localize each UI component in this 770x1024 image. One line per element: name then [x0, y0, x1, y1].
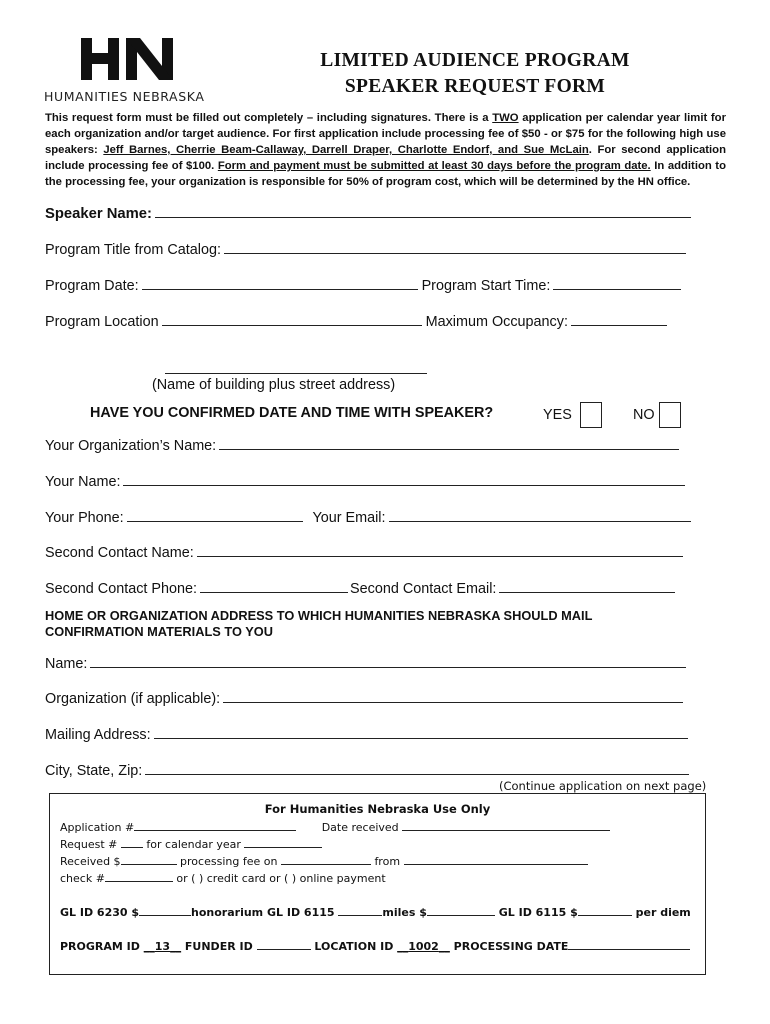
mail-name-row	[45, 653, 686, 672]
org-name-row	[45, 435, 679, 454]
second-contact-name-row	[45, 542, 683, 561]
date-received-label: Date received	[321, 821, 399, 834]
form-title-line1: LIMITED AUDIENCE PROGRAM	[320, 50, 630, 71]
second-contact-email-field[interactable]	[499, 578, 675, 593]
mailing-address-row	[45, 724, 688, 743]
honorarium-label: honorarium	[191, 906, 264, 919]
ids-row	[60, 939, 690, 953]
mail-organization-field[interactable]	[223, 688, 683, 703]
received-amount-field[interactable]	[121, 854, 177, 865]
second-contact-email-label: Second Contact Email:	[350, 581, 497, 597]
address-heading-line1: HOME OR ORGANIZATION ADDRESS TO WHICH HUMANITIES NEBRASKA SHOULD MAIL	[45, 608, 593, 623]
city-state-zip-label: City, State, Zip:	[45, 763, 143, 779]
program-start-time-field[interactable]	[553, 275, 681, 290]
request-no-label: Request #	[60, 838, 118, 851]
gl-honorarium-label: GL ID 6230 $	[60, 906, 140, 919]
calendar-year-label: for calendar year	[146, 838, 241, 851]
address-heading-line2: CONFIRMATION MATERIALS TO YOU	[45, 624, 273, 639]
speaker-name-row	[45, 203, 691, 222]
no-option	[633, 402, 681, 428]
check-no-label: check #	[60, 872, 105, 885]
miles-amount-field[interactable]	[427, 905, 495, 916]
program-start-time-label: Program Start Time:	[421, 278, 551, 294]
program-id-value[interactable]: __13__	[143, 940, 182, 953]
form-title-line2: SPEAKER REQUEST FORM	[344, 76, 606, 97]
intro-paragraph: This request form must be filled out completely – including signatures. There is a TWO application per calendar year limit for each organization and/or target audience. For first application include processing fee of $50 - or $75 for the following high use speakers: Jeff Barnes, Cherrie Beam-Callaway, Darrell Draper, Charlotte Endorf, and Sue McLain. For second application include processing fee of $100. Form and payment must be submitted at least 30 days before the program date. In addition to the processing fee, your organization is responsible for 50% of program cost, which will be determined by the HN office.	[45, 112, 726, 188]
second-contact-phone-email-row	[45, 578, 675, 597]
your-email-field[interactable]	[389, 507, 691, 522]
your-name-field[interactable]	[123, 471, 685, 486]
confirm-question: HAVE YOU CONFIRMED DATE AND TIME WITH SPEAKER?	[90, 405, 494, 421]
mailing-address-field[interactable]	[154, 724, 688, 739]
funder-id-label: FUNDER ID	[184, 940, 253, 953]
funder-id-field[interactable]	[257, 939, 311, 950]
program-date-field[interactable]	[142, 275, 418, 290]
max-occupancy-label: Maximum Occupancy:	[425, 314, 568, 330]
mailing-address-label: Mailing Address:	[45, 727, 151, 743]
yes-option	[543, 402, 602, 428]
per-diem-amount-field[interactable]	[578, 905, 632, 916]
speaker-name-field[interactable]	[155, 203, 691, 218]
yes-label: YES	[543, 406, 572, 423]
mail-name-label: Name:	[45, 656, 88, 672]
office-use-box	[49, 793, 706, 975]
second-contact-phone-label: Second Contact Phone:	[45, 581, 198, 597]
logo-org-name: HUMANITIES NEBRASKA	[44, 89, 205, 104]
application-row	[60, 820, 610, 834]
miles-label: miles $	[382, 906, 427, 919]
your-email-label: Your Email:	[312, 510, 386, 526]
program-date-label: Program Date:	[45, 278, 139, 294]
no-checkbox[interactable]	[659, 402, 681, 428]
gl-row	[60, 905, 691, 919]
max-occupancy-field[interactable]	[571, 311, 667, 326]
application-no-field[interactable]	[134, 820, 296, 831]
program-title-row	[45, 239, 686, 258]
program-location-row	[45, 311, 667, 330]
yes-checkbox[interactable]	[580, 402, 602, 428]
date-received-field[interactable]	[402, 820, 610, 831]
gl-miles-field[interactable]	[338, 905, 382, 916]
city-state-zip-field[interactable]	[145, 760, 689, 775]
mail-organization-label: Organization (if applicable):	[45, 691, 221, 707]
program-id-label: PROGRAM ID	[60, 940, 140, 953]
location-id-value[interactable]: __1002__	[397, 940, 450, 953]
application-no-label: Application #	[60, 821, 135, 834]
your-name-label: Your Name:	[45, 474, 121, 490]
received-row	[60, 854, 588, 868]
second-contact-name-field[interactable]	[197, 542, 683, 557]
office-use-heading: For Humanities Nebraska Use Only	[264, 802, 491, 816]
processing-fee-date-field[interactable]	[281, 854, 371, 865]
check-row	[60, 871, 386, 885]
check-no-field[interactable]	[105, 871, 173, 882]
building-address-field[interactable]	[165, 373, 427, 374]
no-label: NO	[633, 406, 655, 423]
your-phone-field[interactable]	[127, 507, 303, 522]
building-address-hint: (Name of building plus street address)	[152, 377, 396, 393]
request-row	[60, 837, 322, 851]
received-label: Received $	[60, 855, 121, 868]
continue-note: (Continue application on next page)	[499, 779, 707, 793]
city-state-zip-row	[45, 760, 689, 779]
program-location-field[interactable]	[162, 311, 422, 326]
org-name-label: Your Organization’s Name:	[45, 438, 217, 454]
program-date-row	[45, 275, 681, 294]
program-title-label: Program Title from Catalog:	[45, 242, 221, 258]
payment-options-label: or ( ) credit card or ( ) online payment	[176, 872, 386, 885]
phone-email-row	[45, 507, 691, 526]
gl-miles-label: GL ID 6115	[267, 906, 335, 919]
processing-fee-on-label: processing fee on	[180, 855, 278, 868]
from-field[interactable]	[404, 854, 588, 865]
from-label: from	[374, 855, 401, 868]
program-location-label: Program Location	[45, 314, 159, 330]
processing-date-label: PROCESSING DATE	[453, 940, 569, 953]
your-name-row	[45, 471, 685, 490]
location-id-label: LOCATION ID	[314, 940, 394, 953]
gl-honorarium-field[interactable]	[139, 905, 191, 916]
gl-per-diem-label: GL ID 6115 $	[498, 906, 578, 919]
second-contact-name-label: Second Contact Name:	[45, 545, 194, 561]
org-name-field[interactable]	[219, 435, 679, 450]
your-phone-label: Your Phone:	[45, 510, 124, 526]
calendar-year-field[interactable]	[244, 837, 322, 848]
speaker-name-label: Speaker Name:	[45, 206, 152, 222]
per-diem-label: per diem	[635, 906, 691, 919]
processing-date-field[interactable]	[568, 939, 690, 950]
request-no-field[interactable]	[121, 837, 143, 848]
second-contact-phone-field[interactable]	[200, 578, 348, 593]
mail-organization-row	[45, 688, 683, 707]
mail-name-field[interactable]	[90, 653, 686, 668]
program-title-field[interactable]	[224, 239, 686, 254]
